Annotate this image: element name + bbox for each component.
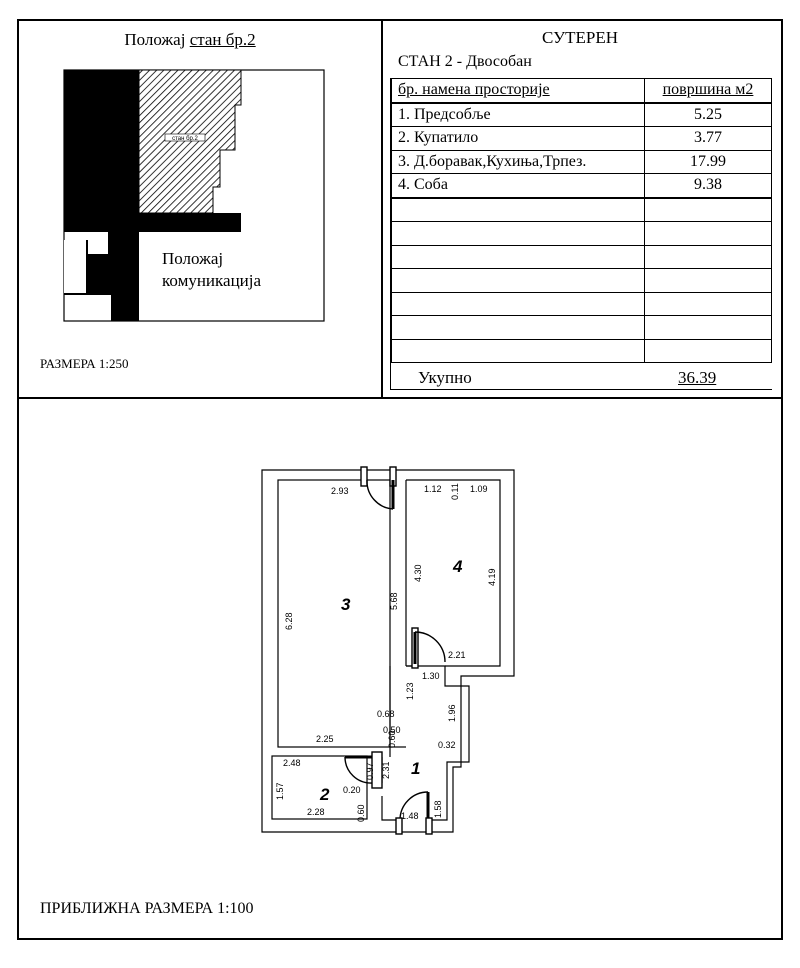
room-3-outline — [278, 480, 390, 747]
flat-name: СТАН 2 - Двособан — [398, 53, 532, 70]
location-title-prefix: Положај — [124, 30, 190, 49]
dimension: 2.93 — [331, 486, 349, 496]
door-jamb — [426, 818, 432, 834]
room-name: 3. Д.боравак,Кухиња,Трпез. — [392, 150, 645, 174]
communication-label-line2: комуникација — [162, 271, 262, 290]
dimension: 1.23 — [405, 682, 415, 700]
door-jamb — [361, 467, 367, 486]
flat-tag-label: стан бр.2 — [172, 136, 198, 142]
col-room-header: бр. намена просторије — [392, 79, 645, 103]
dimension: 0.97 — [365, 762, 375, 780]
plan-scale: ПРИБЛИЖНА РАЗМЕРА 1:100 — [40, 900, 254, 917]
dimension: 2.25 — [316, 734, 334, 744]
dimension: 2.21 — [448, 650, 466, 660]
room-number: 3 — [341, 595, 351, 614]
room-area: 17.99 — [645, 150, 772, 174]
dimension: 5.68 — [389, 592, 399, 610]
room-area: 3.77 — [645, 127, 772, 151]
room-number: 1 — [411, 759, 421, 778]
level-title: СУТЕРЕН — [541, 28, 619, 47]
communication-label-line1: Положај — [162, 249, 224, 268]
dimension: 1.09 — [470, 484, 488, 494]
dimension: 0.11 — [450, 483, 460, 500]
dimension: 1.12 — [424, 484, 442, 494]
location-title-flat: стан бр.2 — [189, 30, 256, 49]
room-number: 4 — [453, 557, 463, 576]
dimension: 2.28 — [307, 807, 325, 817]
dimension: 1.58 — [433, 800, 443, 818]
dimension: 1.96 — [447, 704, 457, 722]
total-label: Укупно — [418, 368, 472, 387]
room-name: 4. Соба — [392, 174, 645, 198]
col-area-header: површина м2 — [645, 79, 772, 103]
location-scale: РАЗМЕРА 1:250 — [40, 356, 129, 371]
dimension: 1.30 — [422, 671, 440, 681]
dimension: 1.48 — [401, 811, 419, 821]
dimension: 0.20 — [343, 785, 361, 795]
dimension: 6.28 — [284, 612, 294, 630]
total-value: 36.39 — [678, 368, 717, 387]
dimension: 0.68 — [377, 709, 395, 719]
room-name: 1. Предсобље — [392, 103, 645, 127]
door-swing-arc — [367, 480, 393, 509]
dimension: 4.19 — [487, 568, 497, 586]
dimension: 1.57 — [275, 782, 285, 800]
dimension: 0.60 — [356, 804, 366, 822]
dimension: 4.30 — [413, 564, 423, 582]
room-area: 9.38 — [645, 174, 772, 198]
dimension: 0.50 — [383, 725, 401, 735]
dimension: 0.32 — [438, 740, 456, 750]
room-number: 2 — [320, 785, 330, 804]
dimension: 2.31 — [381, 761, 391, 779]
dimension: 0.60 — [387, 730, 397, 748]
room-area: 5.25 — [645, 103, 772, 127]
dimension: 2.48 — [283, 758, 301, 768]
door-swing-arc — [415, 632, 445, 662]
room-name: 2. Купатило — [392, 127, 645, 151]
